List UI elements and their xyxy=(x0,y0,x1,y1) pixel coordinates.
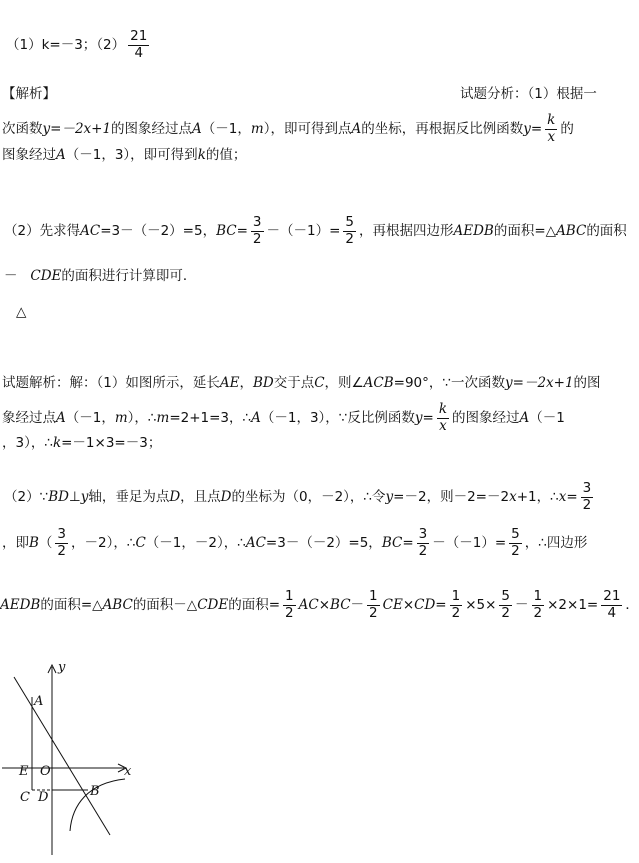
solution-line-4: （2）∵BD⊥y轴，垂足为点D，且点D的坐标为（0，－2），∴令y=－2，则－2=－2x+1，∴x= $\frac{3}{2}$ xyxy=(4,480,592,513)
solution-line-1: 试题解析：解：（1）如图所示，延长AE，BD交于点C，则∠ACB=90°，∵一次函数y=－2x+1的图 xyxy=(2,375,601,391)
solution-line-3: ，3），∴k=－1×3=－3； xyxy=(2,435,162,451)
analysis-intro: 试题分析：（1）根据一 xyxy=(460,86,597,102)
triangle-symbol: △ xyxy=(16,304,27,320)
label-y: y xyxy=(58,660,66,675)
answer-line: （1）k=－3；（2） $\frac{21}{4}$ xyxy=(6,28,148,61)
label-A: A xyxy=(34,694,44,709)
label-E: E xyxy=(19,764,29,779)
solution-line-5: ，即B（ $\frac{3}{2}$ ，－2），∴C（－1，－2），∴AC=3－（－2）=5，BC= $\frac{3}{2}$ －（－1）= $\frac{5}{2}$ ，∴四边形 xyxy=(2,526,588,559)
label-C: C xyxy=(20,790,30,805)
analysis-line-3: 图象经过A（－1，3），即可得到k的值； xyxy=(2,147,247,163)
analysis-line-2: 次函数y=－2x+1的图象经过点A（－1，m），即可得到点A的坐标，再根据反比例函数y= $\frac{k}{x}$ 的 xyxy=(2,112,574,145)
solution-line-6: AEDB的面积=△ABC的面积－△CDE的面积= $\frac{1}{2}$ AC×BC－ $\frac{1}{2}$ CE×CD= $\frac{1}{2}$ ×5× $\frac{5}{2}$ － $\frac{1}{2}$ ×2×1= $\frac{21}{4}$ ． xyxy=(0,588,639,621)
analysis-heading: 【解析】 xyxy=(2,86,56,102)
solution-line-2: 象经过点A（－1，m），∴m=2+1=3，∴A（－1，3），∵反比例函数y= $\frac{k}{x}$ 的图象经过A（－1 xyxy=(2,401,565,434)
coordinate-figure xyxy=(0,655,150,860)
label-D: D xyxy=(38,790,49,805)
label-O: O xyxy=(40,764,51,779)
answer-fraction: $\frac{21}{4}$ xyxy=(130,28,148,61)
k-over-x-fraction: $\frac{k}{x}$ xyxy=(547,112,556,145)
linear-function-line xyxy=(14,677,110,835)
label-x: x xyxy=(124,764,132,779)
label-B: B xyxy=(90,784,100,799)
analysis-line-5: － CDE的面积进行计算即可． xyxy=(4,268,197,284)
analysis-line-4: （2）先求得AC=3－（－2）=5，BC= $\frac{3}{2}$ －（－1）= $\frac{5}{2}$ ，再根据四边形AEDB的面积=△ABC的面积 xyxy=(4,214,627,247)
